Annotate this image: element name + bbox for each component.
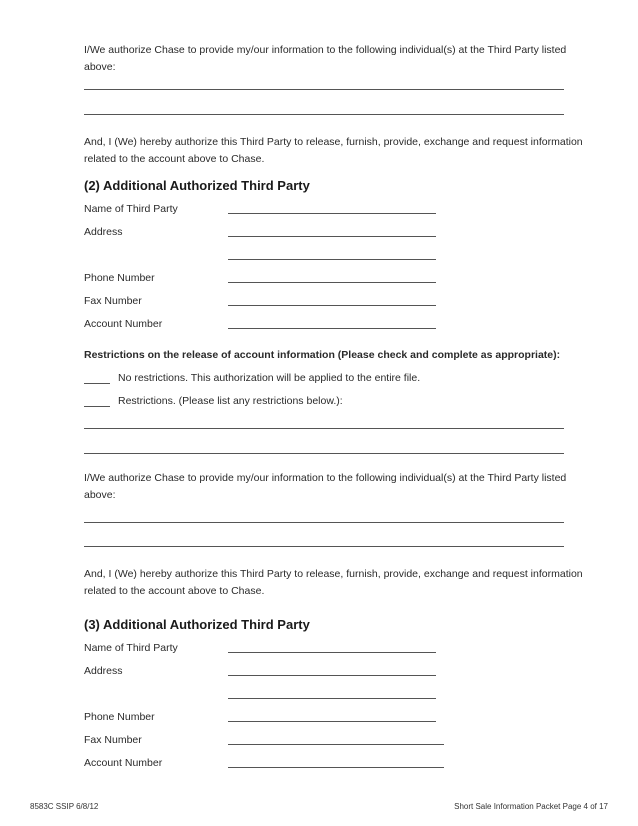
s2-phone-field[interactable] (228, 282, 436, 283)
s2-fax-field[interactable] (228, 305, 436, 306)
s2-restrictions-line-1[interactable] (84, 428, 564, 429)
release-paragraph-1: And, I (We) hereby authorize this Third Party to release, furnish, provide, exchange and request information related to the account above to Chase. (84, 136, 583, 165)
s3-address-field-1[interactable] (228, 675, 436, 676)
s2-individuals-line-2[interactable] (84, 546, 564, 547)
s3-fax-label: Fax Number (84, 734, 142, 746)
s3-address-field-2[interactable] (228, 698, 436, 699)
section-2-heading: (2) Additional Authorized Third Party (84, 178, 310, 193)
footer-page-number: Short Sale Information Packet Page 4 of 17 (454, 802, 608, 811)
s2-address-field-2[interactable] (228, 259, 436, 260)
third-party-individuals-line-1[interactable] (84, 89, 564, 90)
s2-address-field-1[interactable] (228, 236, 436, 237)
release-paragraph-2: And, I (We) hereby authorize this Third Party to release, furnish, provide, exchange and request information related to the account above to Chase. (84, 568, 583, 597)
authorization-paragraph-1: I/We authorize Chase to provide my/our information to the following individual(s) at the Third Party listed above: (84, 44, 567, 73)
s2-name-field[interactable] (228, 213, 436, 214)
third-party-individuals-line-2[interactable] (84, 114, 564, 115)
s2-restrictions-line-2[interactable] (84, 453, 564, 454)
s2-option-restrictions (84, 395, 343, 407)
s2-restrictions-checkbox[interactable] (84, 396, 110, 407)
s2-option-no-restrictions (84, 372, 420, 384)
s2-account-field[interactable] (228, 328, 436, 329)
footer-form-id: 8583C SSIP 6/8/12 (30, 802, 99, 811)
s2-phone-label: Phone Number (84, 272, 155, 284)
s2-no-restrictions-checkbox[interactable] (84, 373, 110, 384)
s2-name-label: Name of Third Party (84, 203, 178, 215)
s2-no-restrictions-text: No restrictions. This authorization will be applied to the entire file. (118, 372, 421, 384)
section-3-heading: (3) Additional Authorized Third Party (84, 617, 310, 632)
s3-account-field[interactable] (228, 767, 444, 768)
s2-address-label: Address (84, 226, 123, 238)
s2-individuals-line-1[interactable] (84, 522, 564, 523)
s3-address-label: Address (84, 665, 123, 677)
s2-restrictions-text: Restrictions. (Please list any restrictions below.): (118, 395, 343, 407)
s3-account-label: Account Number (84, 757, 163, 769)
s2-restrictions-title: Restrictions on the release of account information (Please check and complete as appropriate): (84, 349, 561, 361)
s3-name-label: Name of Third Party (84, 642, 178, 654)
s2-fax-label: Fax Number (84, 295, 142, 307)
s3-phone-field[interactable] (228, 721, 436, 722)
s3-phone-label: Phone Number (84, 711, 155, 723)
s2-account-label: Account Number (84, 318, 163, 330)
s3-fax-field[interactable] (228, 744, 444, 745)
s3-name-field[interactable] (228, 652, 436, 653)
authorization-paragraph-2: I/We authorize Chase to provide my/our information to the following individual(s) at the Third Party listed above: (84, 472, 567, 501)
